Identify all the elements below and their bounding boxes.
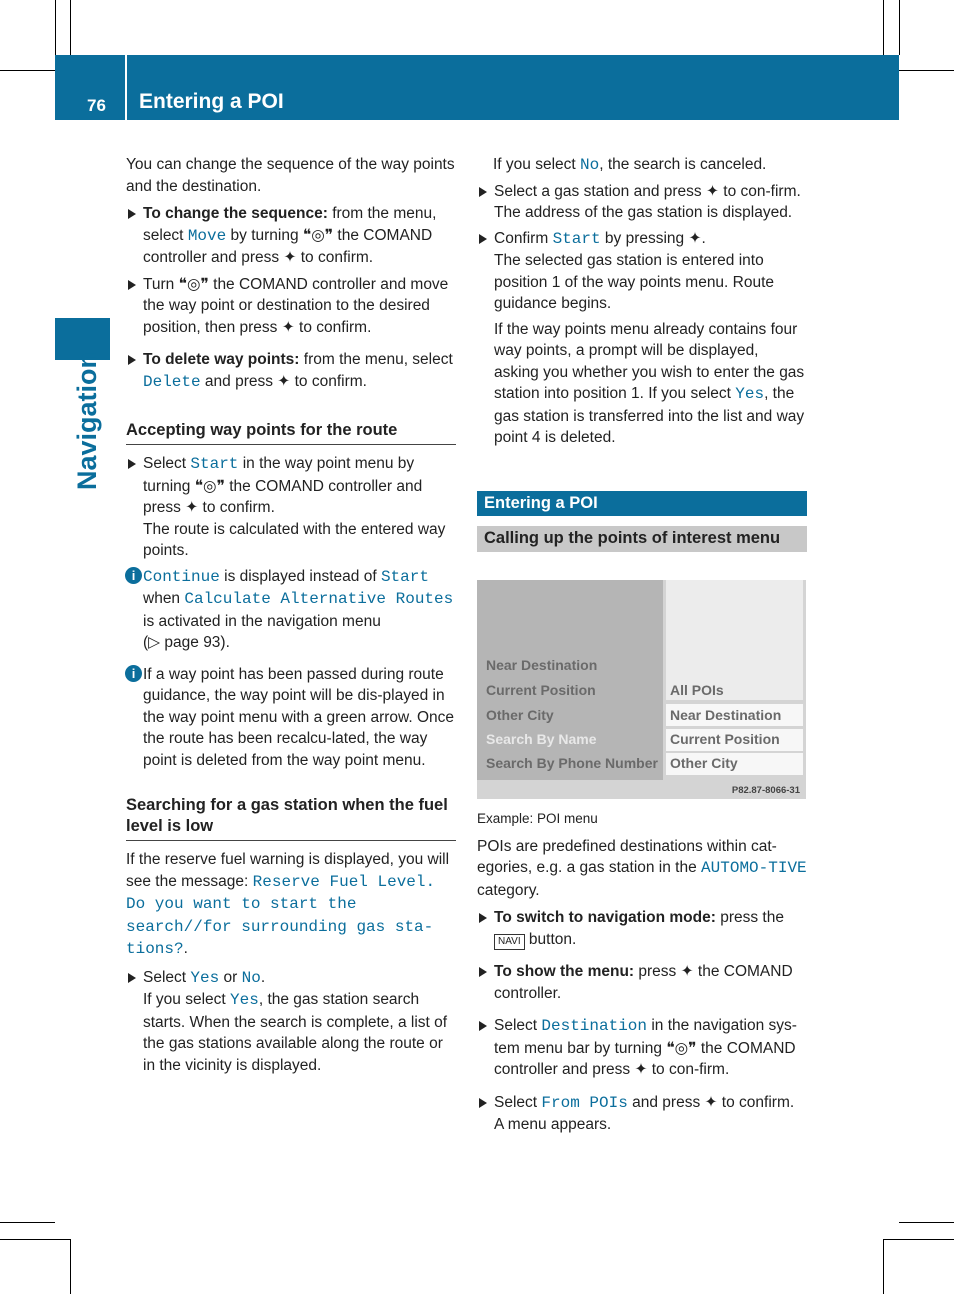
step-result: The route is calculated with the entered way points. [143,520,446,559]
step-bold: To delete way points: [143,351,300,368]
step-select-gas-station [477,181,807,224]
step-delete-way-points [126,349,456,393]
step-text: , the gas station is transferred into the list and way point 4 is deleted. [494,385,805,446]
step-text: the COMAND controller. [494,963,793,1002]
info-note [126,664,456,772]
step-text: If the way points menu already contains four way points, a prompt will be displayed, asking you whether you wish to enter the gas station into position 1. If you select [494,320,805,402]
screen-submenu-item: Current Position [670,731,780,747]
step-text: the COMAND controller and press [143,226,433,266]
step-text: to con-firm. [718,182,801,200]
menu-item-continue: Continue [143,567,220,586]
menu-item-delete: Delete [143,372,201,391]
step-text: and press [200,372,278,390]
note-text: page 93). [160,634,230,651]
turn-controller-icon: ❝◎❞ [666,1039,697,1057]
step-text: by turning [226,226,303,244]
press-controller-icon: ✦ [680,963,694,980]
menu-item-start: Start [380,567,429,586]
page-number: 76 [87,96,106,115]
step-text: the COMAND controller and press [143,477,423,516]
step-arrow-icon [479,967,487,977]
note-text: is activated in the navigation menu [143,612,381,630]
paragraph-text: If the reserve fuel warning is displayed, you will see the message: [126,851,450,890]
step-text: Confirm [494,229,553,247]
press-controller-icon: ✦ [281,318,295,336]
step-arrow-icon [479,234,487,244]
menu-item-calculate-alternative-routes: Calculate Alternative Routes [184,590,454,608]
menu-item-from-pois: From POIs [541,1093,628,1112]
header-divider [125,55,127,120]
menu-item-yes: Yes [735,385,765,403]
turn-controller-icon: ❝◎❞ [194,477,225,495]
step-text: , the gas station search starts. When the search is complete, a list of the gas stations available along the route or in the vicinity is displayed. [143,991,448,1074]
step-select-yes-no [126,967,456,1077]
step-text: from the menu, select [299,351,453,368]
crop-mark [883,1239,954,1240]
step-text: from the menu, select [143,205,437,244]
section-bar-calling-poi-menu: Calling up the points of interest menu [477,526,807,552]
side-tab-label: Navigation [72,351,102,490]
step-arrow-icon [128,209,136,219]
step-arrow-icon [479,187,487,197]
crop-mark [899,0,900,55]
section-bar-entering-poi: Entering a POI [477,491,807,517]
screen-menu-item: Current Position [486,682,596,698]
info-note [126,566,456,654]
step-text: to confirm. [198,499,275,516]
step-text: . [260,968,266,986]
step-arrow-icon [479,1021,487,1031]
crop-mark [899,70,954,71]
display-message: Reserve Fuel Level. Do you want to start the search//for surrounding gas sta-tions? [126,872,436,958]
step-text: Select [494,1093,542,1111]
step-text: Select [494,1017,542,1034]
step-text: by pressing [600,229,689,247]
step-select-destination [477,1015,807,1081]
step-arrow-icon [128,355,136,365]
press-controller-icon: ✦ [688,229,702,247]
step-text: button. [524,930,577,948]
category-automotive: AUTOMO-TIVE [701,859,807,877]
step-text: to con-firm. [647,1061,730,1078]
step-arrow-icon [479,1098,487,1108]
menu-item-move: Move [187,226,227,245]
step-text: in the navigation sys-tem menu bar by turning [494,1017,797,1057]
screen-left-pane [477,580,663,780]
paragraph-text: , the search is canceled. [599,156,767,173]
paragraph [477,836,807,902]
section-heading: Accepting way points for the route [126,420,456,445]
step-arrow-icon [479,913,487,923]
step-text: press [634,963,681,980]
step-text: to confirm. [290,372,367,390]
turn-controller-icon: ❝◎❞ [178,275,209,293]
press-controller-icon: ✦ [283,249,297,266]
press-controller-icon: ✦ [705,182,719,200]
press-controller-icon: ✦ [634,1061,648,1078]
info-icon: i [125,567,142,584]
image-code: P82.87-8066-31 [731,785,800,796]
step-bold: To show the menu: [494,963,635,980]
step-select-from-pois [477,1092,807,1136]
paragraph [126,849,456,961]
menu-item-yes: Yes [230,991,259,1009]
paragraph-text: If you select [493,156,581,173]
menu-item-start: Start [552,229,601,248]
step-text: to confirm. [296,249,374,266]
crop-mark [899,1222,954,1223]
page-header [55,55,899,120]
step-switch-nav-mode [477,907,807,950]
step-result [494,319,807,449]
screen-menu-item: Near Destination [486,657,598,673]
step-arrow-icon [128,459,136,469]
turn-controller-icon: ❝◎❞ [302,226,334,244]
step-text: If you select [143,991,231,1008]
step-text: Select [143,968,191,986]
step-result: The selected gas station is entered into position 1 of the way points menu. Route guidance begins. [494,252,775,312]
crop-mark [70,1239,71,1294]
page-reference-icon: ▷ [148,634,161,651]
step-bold: To change the sequence: [143,205,328,222]
paragraph-text: category. [477,881,540,899]
menu-item-yes: Yes [190,968,220,987]
paragraph-text: . [183,940,188,957]
step-select-start [126,453,456,562]
crop-mark [55,0,56,55]
step-turn [126,274,456,339]
paragraph [477,154,807,177]
crop-mark [0,1239,70,1240]
screen-submenu-item: Near Destination [670,707,782,723]
page-title: Entering a POI [139,90,284,113]
note-text: If a way point has been passed during route guidance, the way point will be dis-played in the way point menu with a green arrow. Once the route has been recalcu-lated, the way point is deleted from the way point menu. [143,665,455,769]
screen-submenu-item: Other City [670,755,738,771]
note-text: is displayed instead of [219,567,381,585]
crop-mark [0,1222,55,1223]
step-text: in the way point menu by turning [143,455,415,495]
navi-key-icon: NAVI [494,934,525,950]
step-text: Turn [143,275,179,293]
menu-item-no: No [580,156,600,174]
paragraph-text: POIs are predefined destinations within cat-egories, e.g. a gas station in the [477,837,777,876]
crop-mark [70,0,71,55]
note-text: when [143,590,185,607]
step-arrow-icon [128,973,136,983]
step-text: or [219,968,242,986]
note-text: ( [143,634,149,651]
crop-mark [883,1239,884,1294]
right-column-lower [477,808,807,1136]
screen-menu-item: Other City [486,707,554,723]
left-column [126,154,456,1076]
section-heading: Searching for a gas station when the fuel level is low [126,795,456,841]
step-text: the COMAND controller and press [494,1039,796,1078]
screen-menu-item: Search By Name [486,731,597,747]
press-controller-icon: ✦ [185,499,199,516]
step-text: to confirm. [294,318,372,336]
screen-menu-item: Search By Phone Number [486,755,658,771]
step-bold: To switch to navigation mode: [494,909,716,926]
intro-paragraph: You can change the sequence of the way points and the destination. [126,156,455,195]
right-column [477,154,807,552]
screen-submenu-item: All POIs [670,682,724,698]
step-text: the COMAND controller and move the way point or destination to the desired position, then press [143,275,449,336]
step-result: A menu appears. [494,1116,612,1133]
menu-item-start: Start [190,455,239,473]
menu-item-no: No [241,968,261,987]
step-text: to confirm. [717,1093,795,1111]
crop-mark [883,0,884,55]
image-caption: Example: POI menu [477,811,598,826]
step-show-menu [477,961,807,1004]
step-text: Select a gas station and press [494,182,706,200]
menu-item-destination: Destination [541,1017,648,1035]
press-controller-icon: ✦ [704,1093,718,1111]
step-change-sequence [126,203,456,269]
press-controller-icon: ✦ [277,372,291,390]
step-text: . [701,229,706,247]
info-icon: i [125,665,142,682]
step-confirm-start [477,228,807,449]
step-arrow-icon [128,280,136,290]
poi-menu-screenshot [477,580,806,799]
step-text: and press [627,1093,705,1111]
step-text: Select [143,455,191,472]
step-result: The address of the gas station is displayed. [494,204,793,221]
step-text: press the [715,909,784,926]
crop-mark [0,70,55,71]
